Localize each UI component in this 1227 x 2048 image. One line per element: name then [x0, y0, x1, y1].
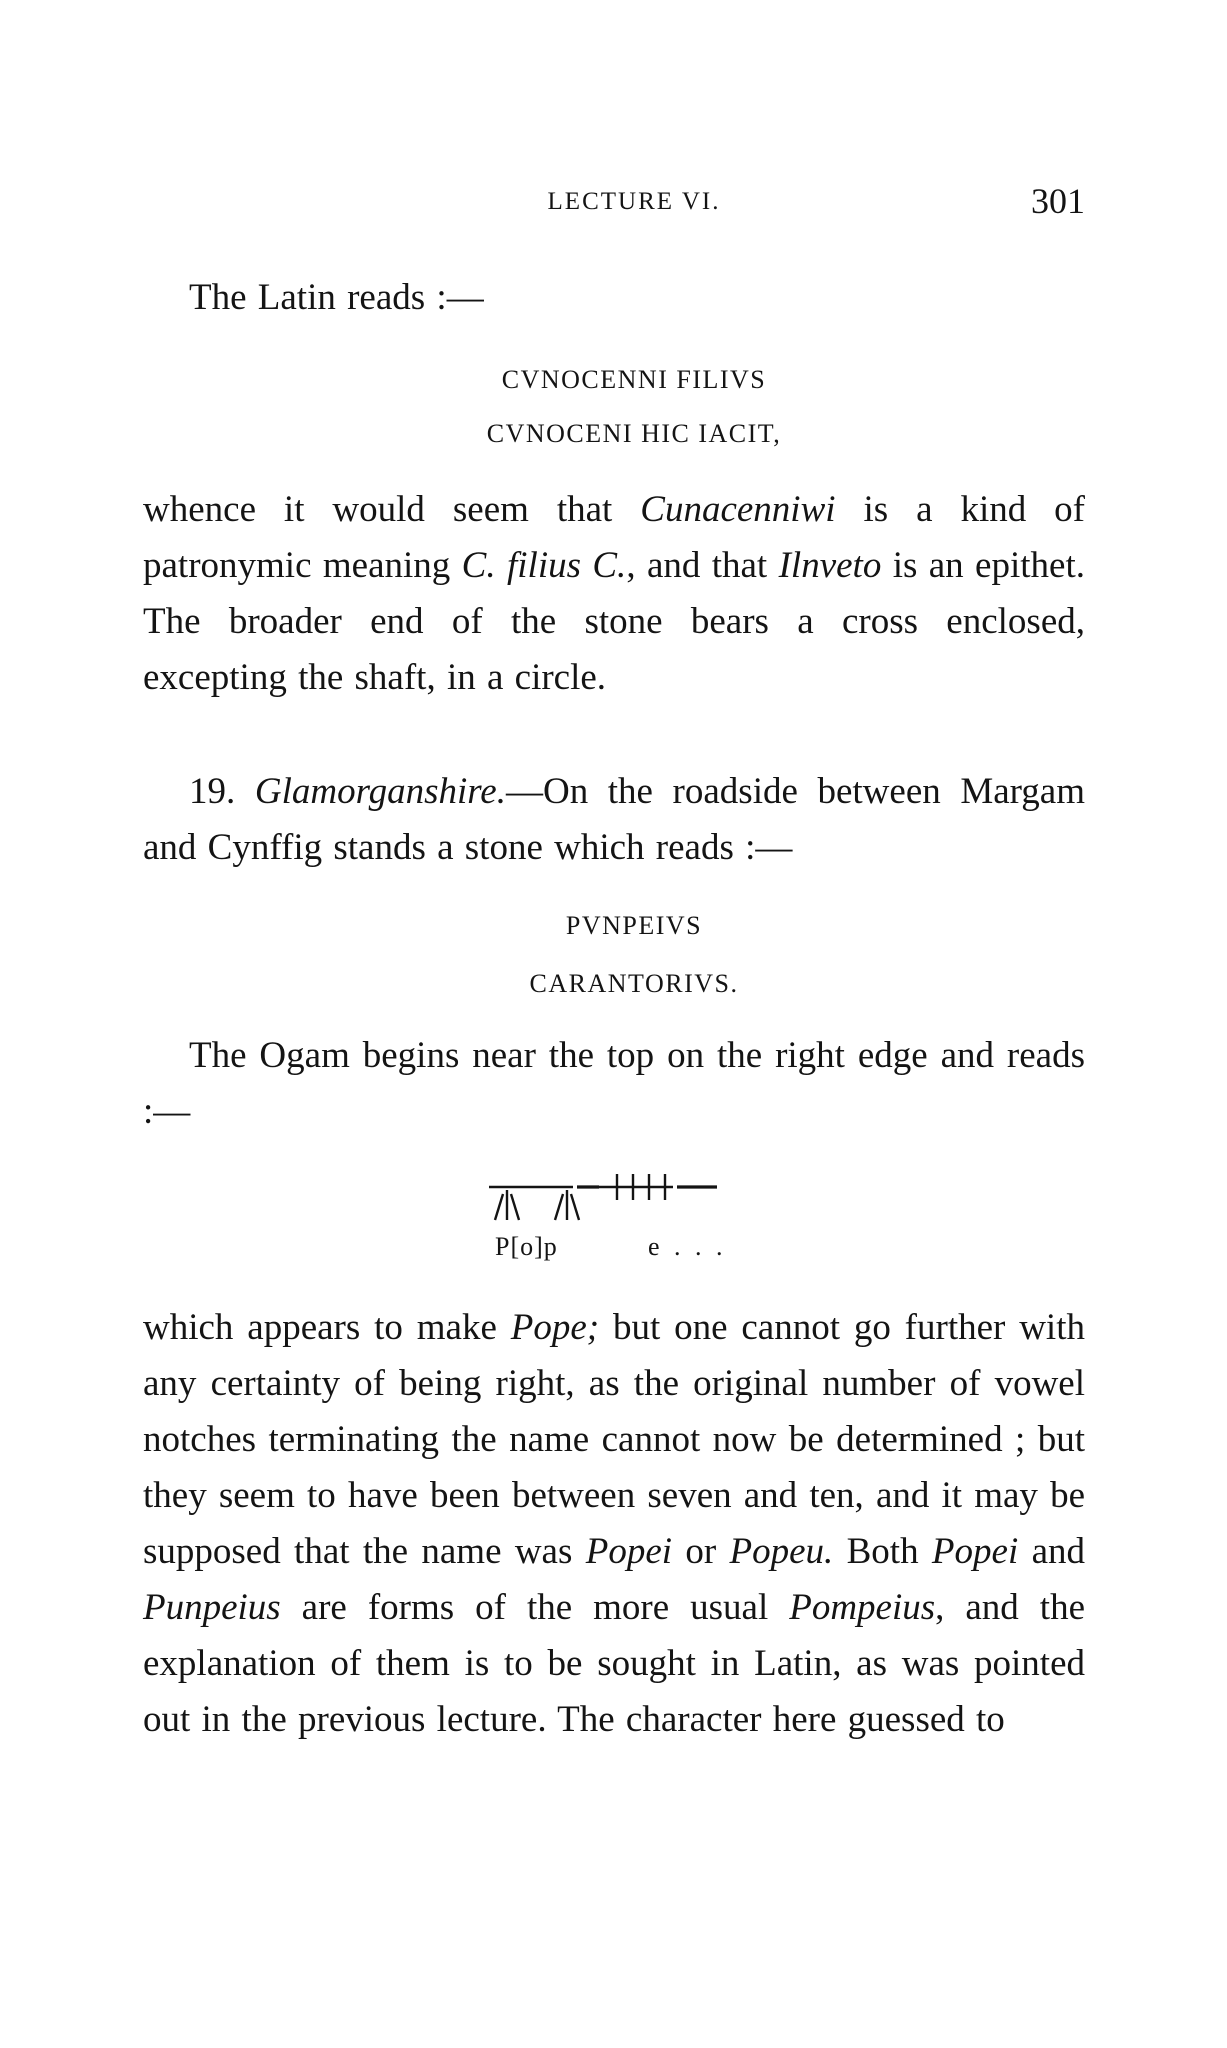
ogam-notch	[571, 1194, 579, 1220]
paragraph-patronymic	[143, 482, 1085, 706]
text-run: , and the explanation of them is to be sought in Latin, as was pointed out in the previous lecture. The character here guessed to	[143, 1587, 1085, 1740]
italic-term: C. filius C.	[461, 545, 627, 586]
italic-place: Glamorganshire.	[254, 771, 506, 812]
text-run: which appears to make	[143, 1307, 511, 1348]
intro-latin-line: The Latin reads :—	[189, 277, 484, 318]
text-run: is a kind of patronymic meaning	[143, 489, 1085, 586]
paragraph-glamorganshire	[143, 764, 1085, 876]
italic-term: Popeu.	[729, 1531, 834, 1572]
text-run: Both	[833, 1531, 932, 1572]
italic-term: Pompeius	[789, 1587, 936, 1628]
paragraph	[143, 764, 1085, 876]
text-run: are forms of the more usual	[280, 1587, 790, 1628]
paragraph	[143, 1300, 1085, 1748]
page-number: 301	[1031, 181, 1085, 221]
inscription-line: CVNOCENI HIC IACIT,	[486, 419, 782, 448]
paragraph-pope	[143, 1300, 1085, 1748]
italic-term: Pope;	[510, 1307, 600, 1348]
text-run: , and that	[626, 545, 779, 586]
paragraph: The Ogam begins near the top on the right edge and reads :—	[143, 1035, 1085, 1132]
paragraph-ogam-intro	[143, 1028, 1085, 1140]
section-latin	[143, 270, 1085, 326]
italic-term: Popei	[585, 1531, 673, 1572]
text-run: or	[672, 1531, 730, 1572]
section-number: 19.	[189, 771, 255, 812]
ogam-diagram	[143, 1160, 1085, 1290]
italic-term: Ilnveto	[778, 545, 882, 586]
paragraph	[143, 482, 1085, 706]
ogam-reading-right: e . . .	[648, 1232, 727, 1261]
text-run: but one cannot go further with any certainty of being right, as the original number of vowel notches terminating the name cannot now be determined ; but they seem to have been between seven and ten, and it may be supposed that the name was	[143, 1307, 1085, 1572]
running-title: LECTURE VI.	[547, 188, 721, 215]
text-run: is an epithet. The broader end of the stone bears a cross enclosed, excepting the shaft, in a circle.	[143, 545, 1085, 698]
ogam-reading-left: P[o]p	[495, 1232, 558, 1261]
italic-term: Popei	[931, 1531, 1019, 1572]
inscription-line: CARANTORIVS.	[529, 969, 739, 998]
text-run: and	[1018, 1531, 1085, 1572]
text-run: whence it would seem that	[143, 489, 641, 530]
inscription-line: PVNPEIVS	[565, 911, 703, 940]
inscription-line: CVNOCENNI FILIVS	[501, 365, 767, 394]
italic-term: Cunacenniwi	[640, 489, 836, 530]
inscription-punpeius	[143, 898, 1085, 1012]
running-head	[143, 180, 1085, 230]
ogam-notch	[511, 1194, 519, 1220]
italic-term: Punpeius	[143, 1587, 281, 1628]
ogam-notch	[555, 1194, 563, 1220]
text-run: —On the roadside between Margam and Cynffig stands a stone which reads :—	[143, 771, 1086, 868]
ogam-figure	[143, 1160, 1085, 1290]
inscription-cunocenni	[143, 352, 1085, 462]
ogam-strokes-icon	[483, 1160, 743, 1230]
ogam-notch	[495, 1194, 503, 1220]
